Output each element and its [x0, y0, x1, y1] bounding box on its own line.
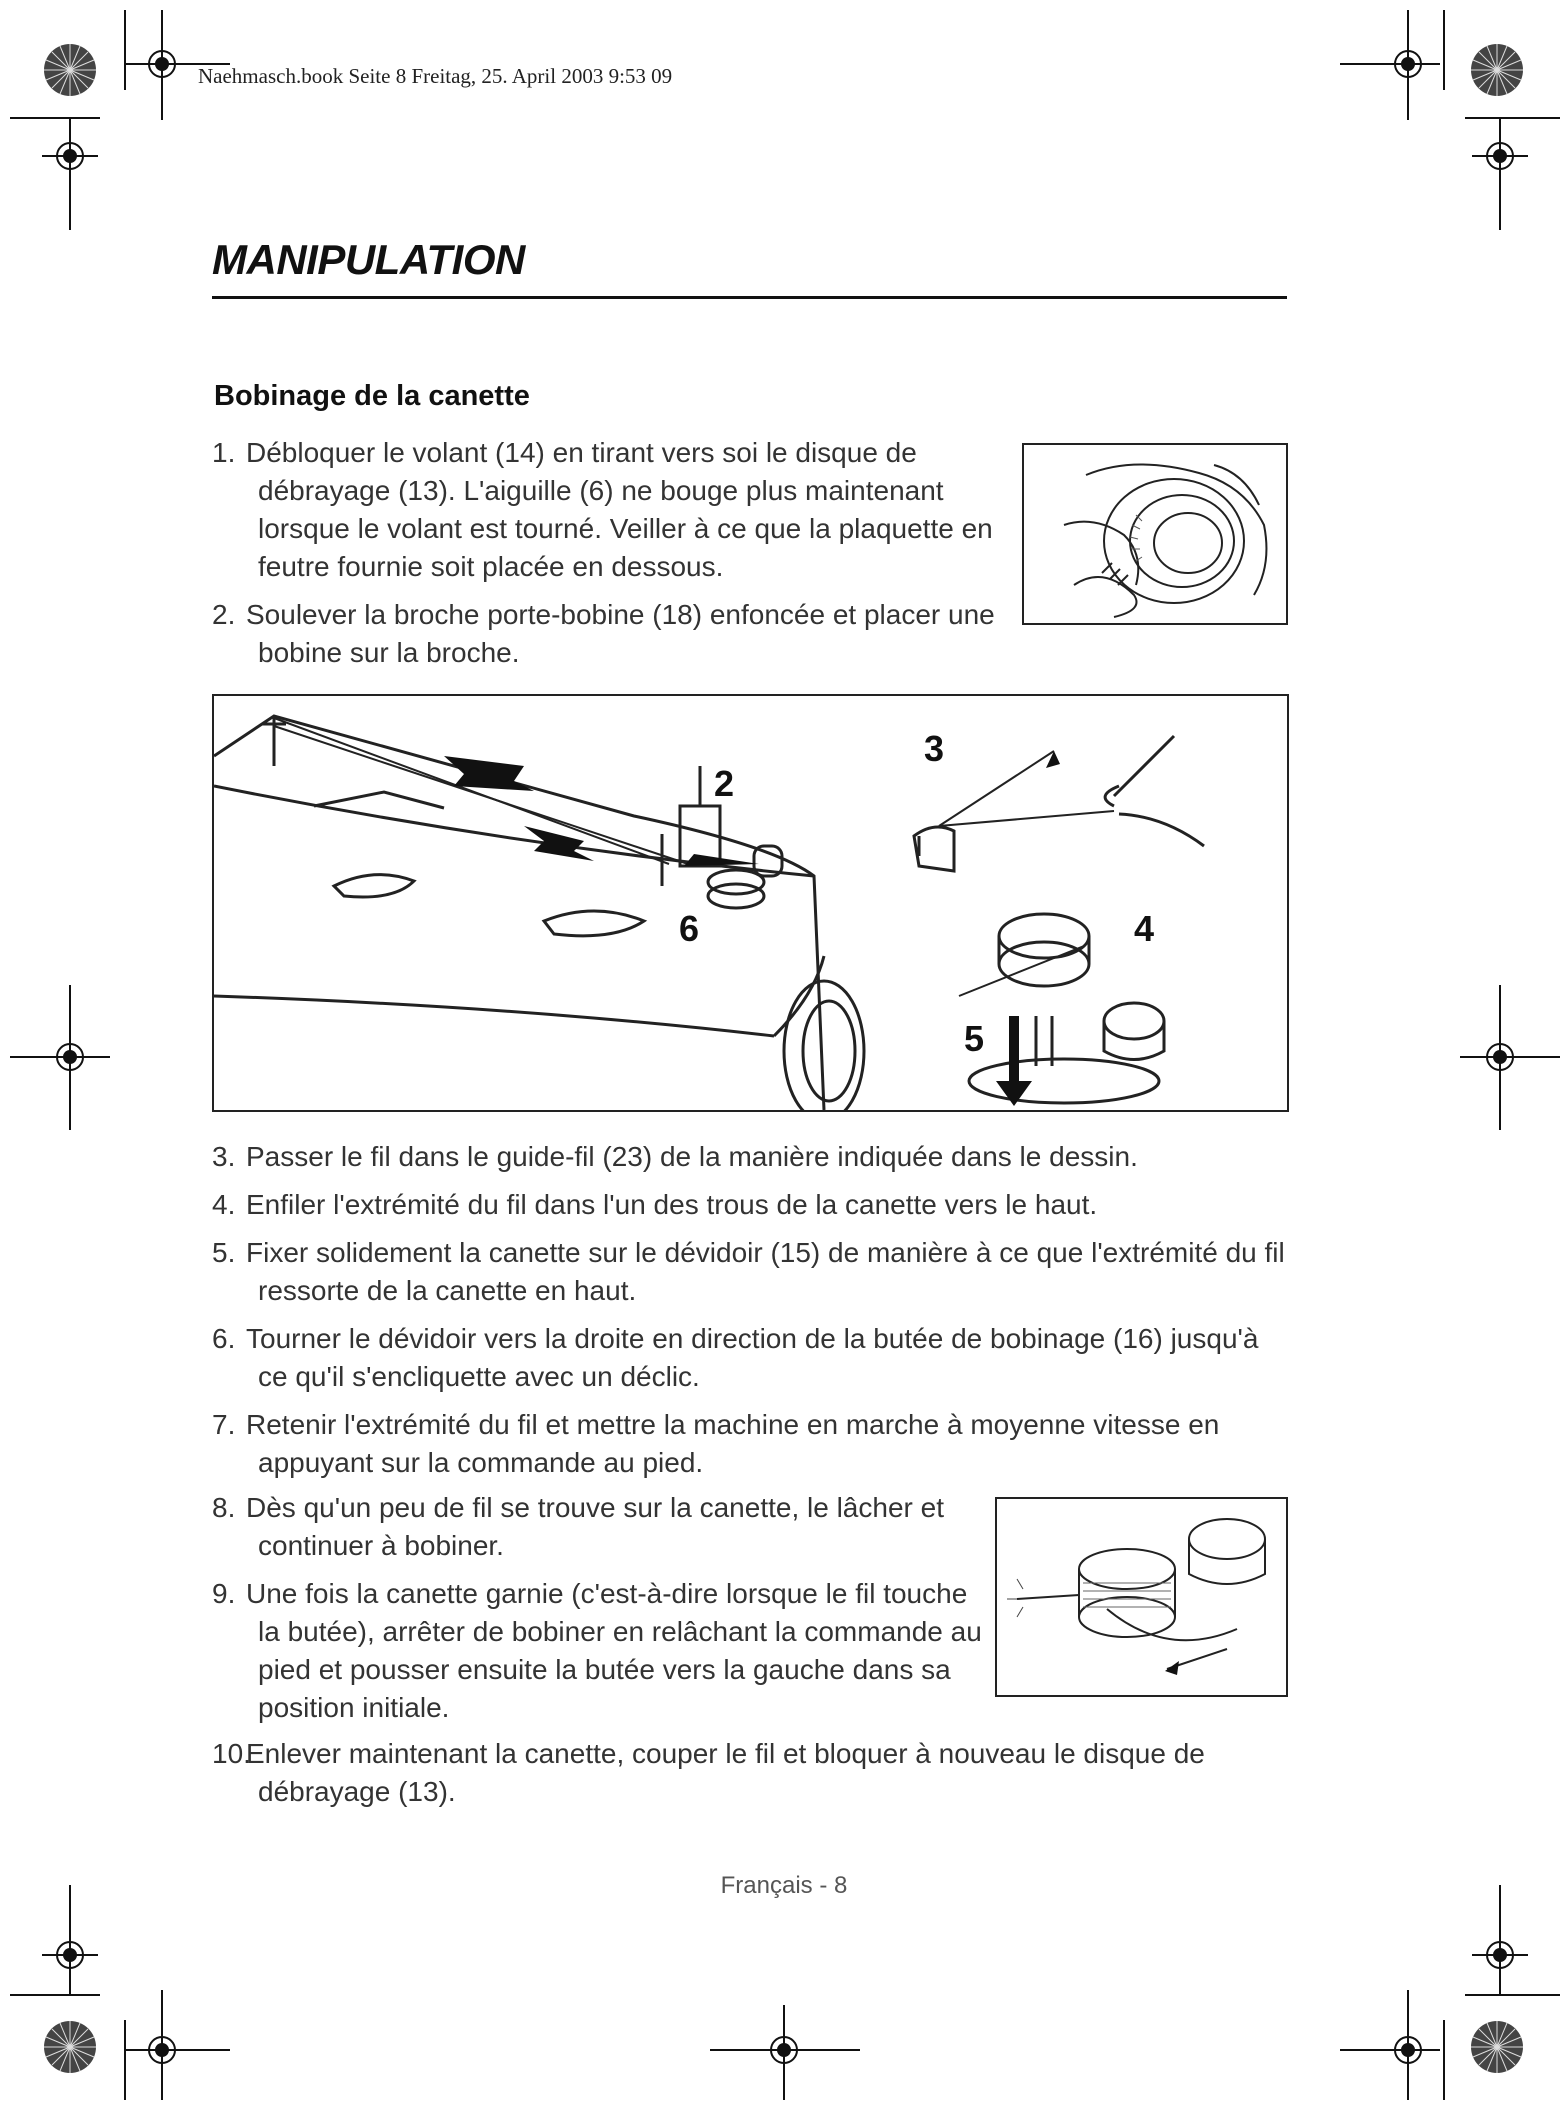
step-item	[212, 1320, 1292, 1396]
figure-label-6: 6	[679, 908, 700, 949]
step-text: Une fois la canette garnie (c'est-à-dire lorsque le fil touche la butée), arrêter de bobiner en relâchant la commande au pied et pousser ensuite la butée vers la gauche dans sa position initiale.	[246, 1578, 982, 1723]
full-bobbin-drawing	[997, 1499, 1286, 1695]
step-number: 2.	[212, 599, 236, 630]
step-item	[212, 1489, 992, 1565]
step-item	[212, 596, 1012, 672]
steps-list-1	[212, 434, 1012, 682]
page-footer: Français - 8	[720, 1872, 848, 1899]
step-number: 8.	[212, 1492, 236, 1523]
step-item	[212, 1234, 1292, 1310]
section-title: MANIPULATION	[212, 236, 525, 283]
figure-label-4: 4	[1134, 908, 1155, 949]
step-item	[212, 1575, 992, 1727]
step-text: Retenir l'extrémité du fil et mettre la machine en marche à moyenne vitesse en appuyant sur la commande au pied.	[246, 1409, 1220, 1478]
flywheel-illustration	[1022, 443, 1288, 625]
steps-list-3	[212, 1489, 992, 1737]
step-number: 9.	[212, 1578, 236, 1609]
step-text: Passer le fil dans le guide-fil (23) de la manière indiquée dans le dessin.	[246, 1141, 1138, 1172]
step-text: Enfiler l'extrémité du fil dans l'un des trous de la canette vers le haut.	[246, 1189, 1098, 1220]
step-number: 6.	[212, 1323, 236, 1354]
step-number: 7.	[212, 1409, 236, 1440]
step-item	[212, 1406, 1292, 1482]
steps-list-2	[212, 1138, 1292, 1492]
step-number: 3.	[212, 1141, 236, 1172]
step-text: Soulever la broche porte-bobine (18) enfoncée et placer une bobine sur la broche.	[246, 599, 995, 668]
flywheel-drawing	[1024, 445, 1286, 623]
print-header: Naehmasch.book Seite 8 Freitag, 25. April 2003 9:53 09	[198, 64, 673, 88]
step-text: Enlever maintenant la canette, couper le fil et bloquer à nouveau le disque de débrayage (13).	[246, 1738, 1205, 1807]
step-number: 5.	[212, 1237, 236, 1268]
step-text: Débloquer le volant (14) en tirant vers soi le disque de débrayage (13). L'aiguille (6) ne bouge plus maintenant lorsque le volant est tourné. Veiller à ce que la plaquette en feutre fournie soit placée en dessous.	[246, 437, 993, 582]
title-rule	[212, 296, 1287, 299]
full-bobbin-illustration	[995, 1497, 1288, 1697]
step-item	[212, 1138, 1292, 1176]
step-item	[212, 434, 1012, 586]
figure-label-3: 3	[924, 728, 945, 769]
step-text: Dès qu'un peu de fil se trouve sur la canette, le lâcher et continuer à bobiner.	[246, 1492, 944, 1561]
step-text: Tourner le dévidoir vers la droite en direction de la butée de bobinage (16) jusqu'à ce qu'il s'encliquette avec un déclic.	[246, 1323, 1259, 1392]
step-text: Fixer solidement la canette sur le dévidoir (15) de manière à ce que l'extrémité du fil ressorte de la canette en haut.	[246, 1237, 1285, 1306]
bobbin-winding-illustration	[212, 694, 1289, 1112]
step-number: 1.	[212, 437, 236, 468]
steps-list-4	[212, 1735, 1292, 1821]
bobbin-winding-drawing	[214, 696, 1287, 1110]
step-item	[212, 1186, 1292, 1224]
step-number: 10.	[212, 1738, 251, 1769]
figure-label-2: 2	[714, 763, 735, 804]
step-item	[212, 1735, 1292, 1811]
step-number: 4.	[212, 1189, 236, 1220]
subheading: Bobinage de la canette	[214, 380, 530, 412]
figure-label-5: 5	[964, 1018, 985, 1059]
